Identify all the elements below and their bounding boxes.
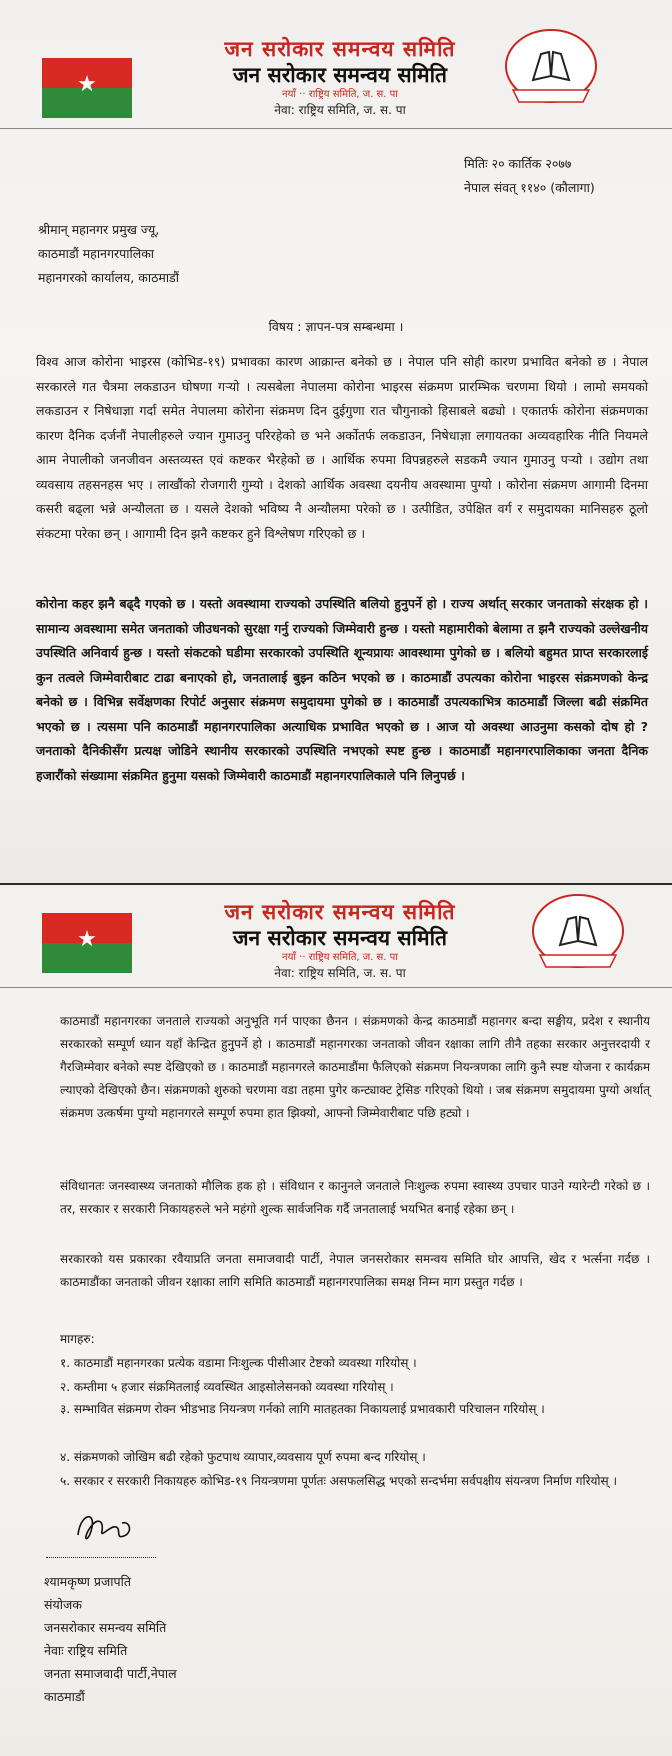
body-paragraph-5: सरकारको यस प्रकारका रवैयाप्रति जनता समाजवादी पार्टी, नेपाल जनसरोकार समन्वय समिति घोर आपत्ति, खेद र भर्त्सना गर्दछ । काठमाडौंका जनताको जीवन रक्षाका लागि समिति काठमाडौं महानगरपालिका समक्ष निम्न माग प्रस्तुत गर्दछ । — [60, 1252, 650, 1289]
header-divider — [0, 987, 672, 988]
org-tagline: नयाँ ·· राष्ट्रिय समिति, ज. स. पा — [282, 89, 398, 100]
signer-line: जनसरोकार समन्वय समिति — [44, 1620, 167, 1635]
demands-heading: मागहरु: — [60, 1332, 95, 1346]
org-unit: नेवा: राष्ट्रिय समिति, ज. स. पा — [274, 103, 406, 117]
body-paragraph-4: संविधानतः जनस्वास्थ्य जनताको मौलिक हक हो । संविधान र कानुनले जनताले निःशुल्क रुपमा स्वास्थ्य उपचार पाउने ग्यारेन्टी गरेको छ । तर, सरकार र सरकारी निकायहरुले भने महंगो शुल्क सार्वजनिक गर्दै जनतालाई भयभित बनाई रहेका छन् । — [60, 1179, 650, 1216]
demand-item: २. कम्तीमा ५ हजार संक्रमितलाई व्यवस्थित आइसोलेसनको व्यवस्था गरियोस् । — [60, 1380, 394, 1394]
demand-item: ३. सम्भावित संक्रमण रोक्न भीडभाड नियन्त्रण गर्नको लागि मातहतका निकायलाई प्रभावकारी परिचालन गरियोस् । — [60, 1402, 545, 1416]
fist-logo-icon — [530, 893, 626, 973]
nepal-sambat: नेपाल संवत् ११४० (कौलागा) — [464, 180, 595, 195]
letterhead — [180, 899, 500, 981]
body-paragraph-3: काठमाडौं महानगरका जनताले राज्यको अनुभूति गर्न पाएका छैनन । संक्रमणको केन्द्र काठमाडौं महानगर बन्दा सङ्घीय, प्रदेश र स्थानीय सरकारको सम्पूर्ण ध्यान यहाँ केन्द्रित हुनुपर्ने हो । काठमाडौं महानगरका जनताको जीवन रक्षाका लागि तीनै तहका सरकार अनुत्तरदायी र गैरजिम्मेवार बनेको स्पष्ट देखिएको छ । काठमाडौं महानगरले काठमाडौंमा फैलिएको संक्रमण नियन्त्रणका लागि कुनै स्पष्ट योजना र कार्यक्रम ल्याएको देखिएको छैन। संक्रमणको शुरुको चरणमा वडा तहमा पुगेर कन्ट्याक्ट ट्रेसिङ गरिएको थियो । जब संक्रमण समुदायमा पुग्यो अर्थात् संक्रमण उत्कर्षमा पुग्यो महानगरले सम्पूर्ण रुपमा हात झिक्यो, आफ्नो जिम्मेवारीबाट पछि हट्यो । — [60, 1014, 650, 1120]
signature-icon — [70, 1505, 140, 1550]
org-name: जन सरोकार समन्वय समिति — [232, 63, 448, 87]
party-flag — [42, 58, 132, 118]
subject-line: विषय : ज्ञापन-पत्र सम्बन्धमा । — [268, 319, 404, 334]
signer-line: संयोजक — [44, 1597, 82, 1612]
party-logo — [530, 893, 626, 973]
signer-line: नेवाः राष्ट्रिय समिति — [44, 1643, 128, 1658]
demand-item: ४. संक्रमणको जोखिम बढी रहेको फुटपाथ व्यापार,व्यवसाय पूर्ण रुपमा बन्द गरियोस् । — [60, 1450, 426, 1464]
date-block — [464, 152, 595, 200]
org-unit: नेवा: राष्ट्रिय समिति, ज. स. पा — [274, 966, 406, 980]
party-flag — [42, 913, 132, 973]
demand-item: ५. सरकार र सरकारी निकायहरु कोभिड-१९ नियन्त्रणमा पूर्णतः असफलसिद्ध भएको सन्दर्भमा सर्वपक्षीय संयन्त्रण निर्माण गरियोस् । — [60, 1474, 618, 1488]
org-banner: जन सरोकार समन्वय समिति — [224, 899, 456, 924]
signer-line: श्यामकृष्ण प्रजापति — [44, 1574, 131, 1589]
letterhead — [180, 36, 500, 118]
org-tagline: नयाँ ·· राष्ट्रिय समिति, ज. स. पा — [282, 952, 398, 963]
addressee-line: महानगरको कार्यालय, काठमाडौं — [38, 270, 179, 285]
org-banner: जन सरोकार समन्वय समिति — [224, 36, 456, 61]
header-divider — [0, 128, 672, 129]
signer-block — [44, 1570, 177, 1708]
fist-logo-icon — [503, 28, 599, 108]
signer-line: काठमाडौं — [44, 1689, 85, 1704]
signature-line — [46, 1557, 156, 1558]
star-icon: ★ — [77, 72, 97, 97]
demand-item: १. काठमाडौं महानगरका प्रत्येक वडामा निःशुल्क पीसीआर टेष्टको व्यवस्था गरियोस् । — [60, 1356, 417, 1370]
org-name: जन सरोकार समन्वय समिति — [232, 926, 448, 950]
addressee-line: काठमाडौं महानगरपालिका — [38, 246, 155, 261]
addressee — [38, 218, 179, 290]
star-icon: ★ — [77, 927, 97, 952]
date-line: मितिः २० कार्तिक २०७७ — [464, 156, 572, 171]
body-paragraph-2: कोरोना कहर झनै बढ्दै गएको छ । यस्तो अवस्थामा राज्यको उपस्थिति बलियो हुनुपर्ने हो । राज्य अर्थात् सरकार जनताको संरक्षक हो । सामान्य अवस्थामा समेत जनताको जीउधनको सुरक्षा गर्नु राज्यको जिम्मेवारी हुन्छ । यस्तो महामारीको बेलामा त झनै राज्यको उल्लेखनीय उपस्थिति अनिवार्य हुन्छ । यस्तो संकटको घडीमा सरकारको उपस्थिति शून्यप्रायः आवस्थामा पुगेको छ । बलियो बहुमत प्राप्त सरकारलाई कुन तत्वले जिम्मेवारीबाट टाढा बनाएको हो, जनतालाई बुझ्न कठिन भएको छ । काठमाडौं उपत्यका कोरोना भाइरस संक्रमणको केन्द्र बनेको छ । विभिन्न सर्वेक्षणका रिपोर्ट अनुसार संक्रमण समुदायमा पुगेको छ । काठमाडौं उपत्यकाभित्र काठमाडौं जिल्ला बढी संक्रमित भएको छ । त्यसमा पनि काठमाडौं महानगरपालिका अत्याधिक प्रभावित भएको छ । आज यो अवस्था आउनुमा कसको दोष हो ? जनताको दैनिकीसँग प्रत्यक्ष जोडिने स्थानीय सरकारको उपस्थिति नभएको स्पष्ट हुन्छ । काठमाडौं महानगरपालिकाका जनता दैनिक हजारौंको संख्यामा संक्रमित हुनुमा यसको जिम्मेवारी काठमाडौं महानगरपालिकाले पनि लिनुपर्छ । — [36, 596, 648, 783]
body-paragraph-1: विश्व आज कोरोना भाइरस (कोभिड-१९) प्रभावका कारण आक्रान्त बनेको छ । नेपाल पनि सोही कारण प्रभावित बनेको छ । नेपाल सरकारले गत चैत्रमा लकडाउन घोषणा गर्‍यो । त्यसबेला नेपालमा कोरोना भाइरस संक्रमण प्रारम्भिक चरणमा थियो । लामो समयको लकडाउन र निषेधाज्ञा गर्दा समेत नेपालमा कोरोना संक्रमण दिन दुईगुणा रात चौगुनाको हिसाबले बढ्यो । एकातर्फ कोरोना संक्रमणका कारण दैनिक दर्जनौं नेपालीहरुले ज्यान गुमाउनु परिरहेको छ भने अर्कोतर्फ लकडाउन, निषेधाज्ञा लगायतका अव्यवहारिक नीति नियमले आम नेपालीको जनजीवन अस्तव्यस्त एवं कष्टकर भैरहेको छ । आर्थिक रुपमा विपन्नहरुले सडकमै ज्यान गुमाउनु पर्‍यो । उद्योग तथा व्यवसाय तहसनहस भए । लाखौंको रोजगारी गुम्यो । देशको आर्थिक अवस्था दयनीय अवस्थामा पुग्यो । कोरोना संक्रमण आगामी दिनमा कसरी बढ्ला भन्ने अन्यौलता छ । यसले देशको भविष्य नै अन्यौलमा परेको छ । उत्पीडित, उपेक्षित वर्ग र समुदायका मानिसहरु ठूलो संकटमा परेका छन् । आगामी दिन झनै कष्टकर हुने विश्लेषण गरिएको छ । — [36, 354, 648, 541]
addressee-line: श्रीमान् महानगर प्रमुख ज्यू, — [38, 222, 160, 237]
party-logo — [503, 28, 599, 108]
signer-line: जनता समाजवादी पार्टी,नेपाल — [44, 1666, 177, 1681]
